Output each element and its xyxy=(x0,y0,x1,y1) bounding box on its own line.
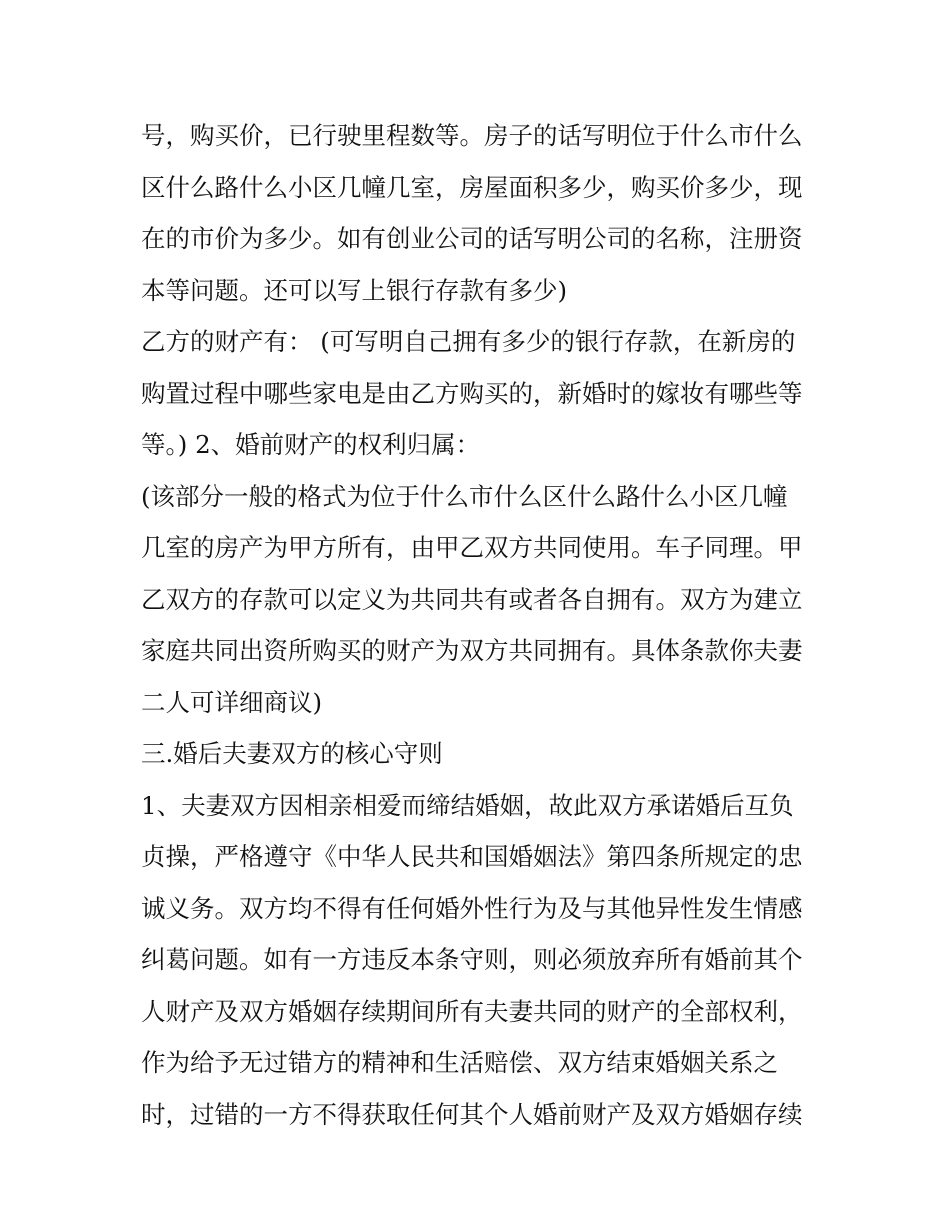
text-line: 家庭共同出资所购买的财产为双方共同拥有。具体条款你夫妻 xyxy=(141,636,803,665)
section-heading: 三.婚后夫妻双方的核心守则 xyxy=(141,739,443,768)
text-line: 等。) 2、婚前财产的权利归属： xyxy=(141,430,481,459)
text-line: 1、夫妻双方因相亲相爱而缔结婚姻，故此双方承诺婚后互负 xyxy=(141,790,794,820)
text-line: 人财产及双方婚姻存续期间所有夫妻共同的财产的全部权利， xyxy=(141,996,803,1026)
text-line: 时，过错的一方不得获取任何其个人婚前财产及双方婚姻存续 xyxy=(141,1099,803,1129)
text-line: 二人可详细商议) xyxy=(141,687,323,717)
text-line: 贞操，严格遵守《中华人民共和国婚姻法》第四条所规定的忠 xyxy=(141,842,803,871)
text-line: (该部分一般的格式为位于什么市什么区什么路什么小区几幢 xyxy=(141,481,788,511)
text-line: 本等问题。还可以写上银行存款有多少) xyxy=(141,275,568,305)
text-line: 纠葛问题。如有一方违反本条守则，则必须放弃所有婚前其个 xyxy=(141,945,803,974)
text-line: 几室的房产为甲方所有，由甲乙双方共同使用。车子同理。甲 xyxy=(141,533,803,562)
text-line: 作为给予无过错方的精神和生活赔偿、双方结束婚姻关系之 xyxy=(141,1048,778,1077)
text-line: 诚义务。双方均不得有任何婚外性行为及与其他异性发生情感 xyxy=(141,893,803,923)
text-line: 购置过程中哪些家电是由乙方购买的，新婚时的嫁妆有哪些等 xyxy=(141,378,803,408)
document-body xyxy=(141,110,821,1140)
text-line: 号，购买价，已行驶里程数等。房子的话写明位于什么市什么 xyxy=(141,121,803,150)
text-line: 区什么路什么小区几幢几室，房屋面积多少，购买价多少，现 xyxy=(141,172,803,202)
text-line: 乙方的财产有： (可写明自己拥有多少的银行存款，在新房的 xyxy=(141,327,796,356)
text-line: 在的市价为多少。如有创业公司的话写明公司的名称，注册资 xyxy=(141,224,803,253)
text-line: 乙双方的存款可以定义为共同共有或者各自拥有。双方为建立 xyxy=(141,584,803,614)
